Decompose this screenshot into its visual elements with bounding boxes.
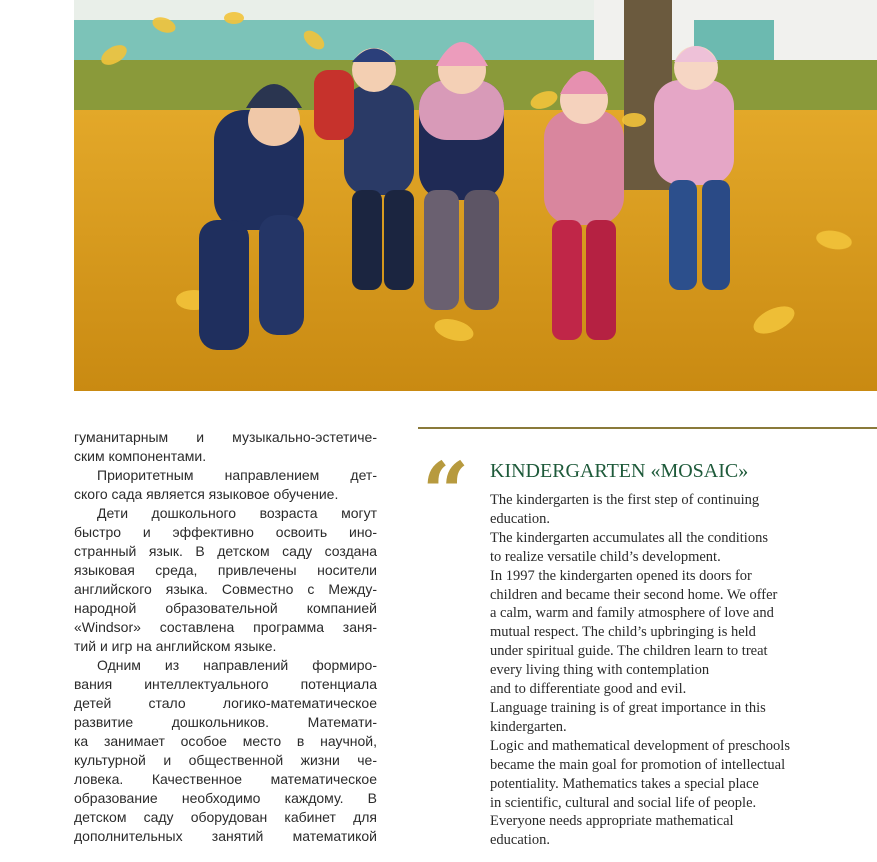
article-line: гуманитарным и музыкально-эстетиче- (74, 429, 377, 445)
article-line: вания интеллектуального потенциала (74, 676, 377, 692)
quote-divider (418, 427, 877, 429)
photo-illustration (74, 0, 877, 391)
quote-line: Everyone needs appropriate mathematical (490, 813, 734, 830)
quote-line: and to differentiate good and evil. (490, 681, 687, 698)
quote-line: The kindergarten accumulates all the conditions (490, 529, 768, 546)
quote-line: a calm, warm and family atmosphere of love and (490, 605, 774, 622)
article-line: ловека. Качественное математическое (74, 771, 377, 787)
article-line: детском саду оборудован кабинет для (74, 809, 377, 825)
quote-line: The kindergarten is the first step of continuing (490, 492, 760, 508)
quote-line: to realize versatile child’s development. (490, 548, 721, 565)
article-line: детей стало логико-математическое (74, 695, 377, 711)
article-line: ского сада является языковое обучение. (74, 486, 339, 502)
article-line: тий и игр на английском языке. (74, 638, 277, 654)
photo-children-autumn-leaves (74, 0, 877, 391)
quote-line: Language training is of great importance in this (490, 699, 766, 716)
quote-line: every living thing with contemplation (490, 662, 710, 679)
article-line: быстро и эффективно освоить ино- (74, 524, 377, 540)
article-line: странный язык. В детском саду создана (74, 543, 377, 559)
russian-article-text (74, 428, 377, 846)
quote-mark-icon: “ (422, 445, 470, 541)
article-line: развитие дошкольников. Математи- (74, 714, 377, 730)
article-line: культурной и общественной жизни че- (74, 752, 377, 768)
article-line: дополнительных занятий математикой (74, 828, 377, 844)
quote-line: education. (490, 832, 550, 849)
article-line: ка занимает особое место в научной, (74, 733, 377, 749)
article-line: «Windsor» составлена программа заня- (74, 619, 377, 635)
article-line: языковая среда, привлечены носители (74, 562, 377, 578)
article-line: ским компонентами. (74, 448, 207, 464)
quote-body (490, 491, 875, 850)
quote-title: KINDERGARTEN «MOSAIC» (490, 460, 749, 482)
quote-line: in scientific, cultural and social life of people. (490, 794, 757, 811)
article-line: английского языка. Совместно с Между- (74, 581, 377, 597)
quote-line: under spiritual guide. The children learn to treat (490, 643, 768, 660)
quote-line: potentiality. Mathematics takes a special place (490, 775, 759, 792)
article-line: Дети дошкольного возраста могут (97, 505, 377, 521)
article-line: народной образовательной компанией (74, 600, 377, 616)
quote-line: education. (490, 510, 550, 527)
quote-line: In 1997 the kindergarten opened its doors for (490, 567, 752, 584)
quote-line: kindergarten. (490, 718, 567, 735)
quote-line: Logic and mathematical development of preschools (490, 737, 790, 754)
quote-line: became the main goal for promotion of intellectual (490, 756, 786, 773)
article-line: Приоритетным направлением дет- (97, 467, 377, 483)
quote-line: children and became their second home. We offer (490, 586, 778, 603)
article-line: образование необходимо каждому. В (74, 790, 377, 806)
article-line: Одним из направлений формиро- (97, 657, 377, 673)
quote-line: mutual respect. The child’s upbringing is held (490, 624, 756, 641)
